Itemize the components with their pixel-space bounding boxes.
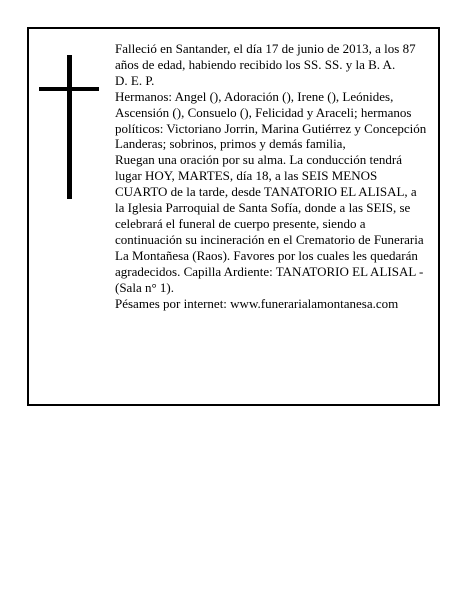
cross-horizontal-bar [39, 87, 99, 91]
condolences-link: Pésames por internet: www.funerarialamontanesa.com [115, 295, 399, 311]
obituary-notice [27, 27, 440, 406]
death-announcement: Falleció en Santander, el día 17 de junio de 2013, a los 87 años de edad, habiendo recibido los SS. SS. y la B. A. [115, 41, 416, 72]
rip-line: D. E. P. [115, 72, 155, 88]
cross-vertical-bar [67, 55, 72, 199]
funeral-details: Ruegan una oración por su alma. La conducción tendrá lugar HOY, MARTES, día 18, a las SEIS MENOS CUARTO de la tarde, desde TANATORIO EL ALISAL, a la Iglesia Parroquial de Santa Sofía, donde a las SEIS, se celebrará el funeral de cuerpo presente, siendo a continuación su incineración en el Crematorio de Funeraria La Montañesa (Raos). Favores por los cuales les quedarán agradecidos. Capilla Ardiente: TANATORIO EL ALISAL - (Sala n° 1). [115, 152, 424, 295]
latin-cross-icon [39, 55, 99, 199]
notice-text [115, 41, 427, 311]
family-list: Hermanos: Angel (), Adoración (), Irene (), Leónides, Ascensión (), Consuelo (), Felicidad y Araceli; hermanos políticos: Victoriano Jorrin, Marina Gutiérrez y Concepción Landeras; sobrinos, primos y demás familia, [115, 88, 427, 152]
